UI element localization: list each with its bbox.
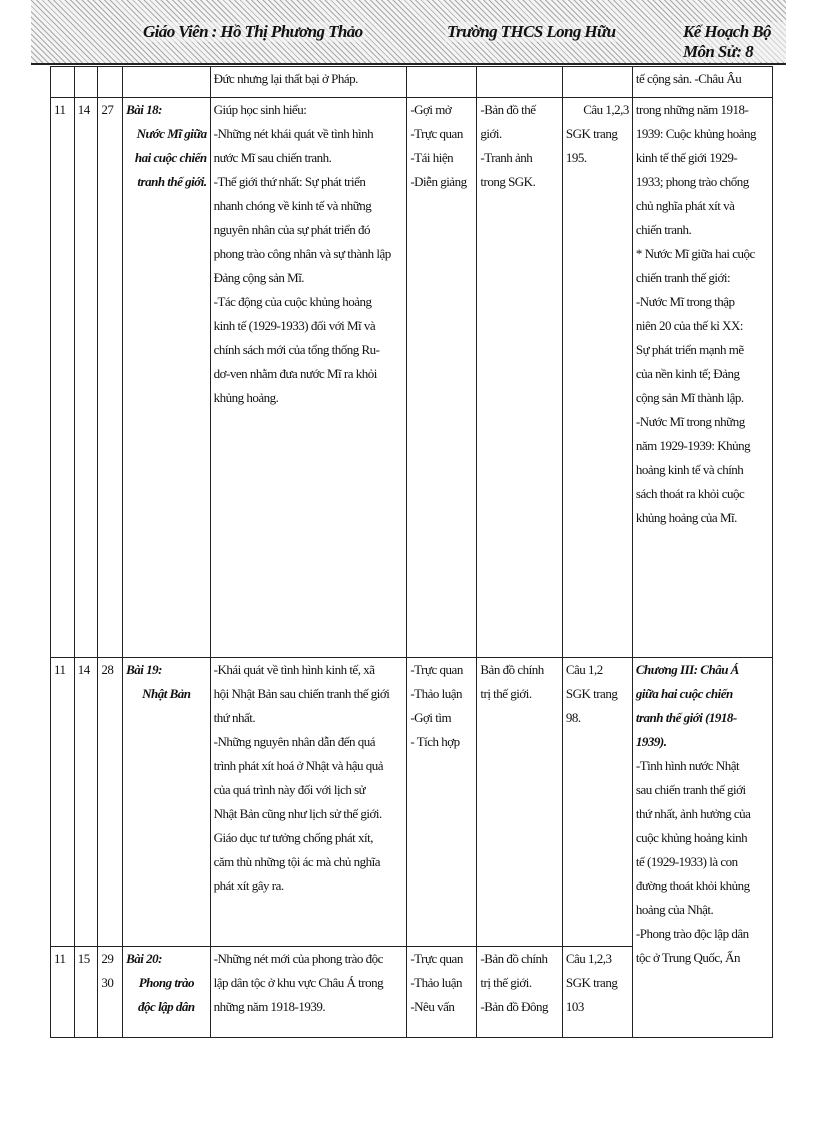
methods-cell	[407, 658, 477, 947]
objective-line: kinh tế (1929-1933) đối với Mĩ và	[213, 318, 376, 333]
page-header	[31, 0, 786, 65]
school-name: Trường THCS Long Hữu	[447, 22, 616, 41]
objective-line: hội Nhật Bản sau chiến tranh thế giới	[213, 686, 390, 701]
objective-line: thứ nhất.	[213, 710, 256, 725]
objective-line: nguyên nhân của sự phát triển đó	[213, 222, 371, 237]
method-item: -Nêu vấn	[410, 999, 455, 1014]
lesson-title-cell	[123, 658, 211, 947]
lesson-title-line: độc lập dân	[138, 999, 195, 1014]
knowledge-line: 1939: Cuộc khủng hoảng	[635, 126, 756, 141]
teacher-name: Giáo Viên : Hồ Thị Phương Thảo	[143, 22, 363, 41]
objectives-cell	[210, 658, 407, 947]
plan-title: Kế Hoạch Bộ Môn Sử: 8	[681, 22, 786, 62]
exercise-line: SGK trang	[565, 975, 618, 990]
objectives-cell	[210, 67, 407, 98]
week-cell: 15	[74, 947, 98, 1038]
objective-line: trình phát xít hoá ở Nhật và hậu quả	[213, 758, 384, 773]
lesson-number: Bài 20:	[126, 951, 162, 966]
objective-line: lập dân tộc ở khu vực Châu Á trong	[213, 975, 384, 990]
knowledge-line: thứ nhất, ảnh hưởng của	[635, 806, 751, 821]
knowledge-line: sách thoát ra khỏi cuộc	[635, 486, 745, 501]
methods-cell	[407, 947, 477, 1038]
knowledge-line: chiến tranh thế giới:	[635, 270, 731, 285]
chapter-title-line: giữa hai cuộc chiến	[635, 686, 733, 701]
materials-cell	[477, 947, 562, 1038]
material-item: giới.	[480, 126, 502, 141]
lesson-title-line: Nước Mĩ giữa	[136, 126, 207, 141]
objective-line: phong trào công nhân và sự thành lập	[213, 246, 391, 261]
objective-line: phát xít gây ra.	[213, 878, 284, 893]
objective-line: Đức nhưng lại thất bại ở Pháp.	[213, 71, 358, 86]
table-row	[51, 98, 773, 658]
knowledge-line: chủ nghĩa phát xít và	[635, 198, 735, 213]
objective-line: nhanh chóng về kinh tế và những	[213, 198, 372, 213]
material-item: -Bản đồ Đông	[480, 999, 549, 1014]
table-row	[51, 658, 773, 947]
month-cell: 11	[51, 98, 75, 658]
method-item: - Tích hợp	[410, 734, 460, 749]
objective-line: -Những nét khái quát về tình hình	[213, 126, 374, 141]
exercise-line: Câu 1,2,3	[565, 951, 612, 966]
chapter-title-line: tranh thế giới (1918-	[635, 710, 737, 725]
exercises-cell	[562, 67, 632, 98]
material-item: -Bản đồ chính	[480, 951, 548, 966]
exercise-line: Câu 1,2	[565, 662, 603, 677]
period-cell: 27	[98, 98, 123, 658]
knowledge-line: của nền kinh tế; Đảng	[635, 366, 740, 381]
objective-line: -Thế giới thứ nhất: Sự phát triển	[213, 174, 366, 189]
week-cell	[74, 67, 98, 98]
knowledge-line: Sự phát triển mạnh mẽ	[635, 342, 744, 357]
period-cell: 29 30	[98, 947, 123, 1038]
objective-line: căm thù những tội ác mà chủ nghĩa	[213, 854, 380, 869]
exercise-line: SGK trang	[565, 686, 618, 701]
objective-line: Nhật Bản cũng như lịch sử thế giới.	[213, 806, 382, 821]
material-item: Bản đồ chính	[480, 662, 544, 677]
objective-line: Giáo dục tư tưởng chống phát xít,	[213, 830, 373, 845]
period-cell	[98, 67, 123, 98]
lesson-title-line: tranh thế giới.	[137, 174, 207, 189]
method-item: -Trực quan	[410, 126, 463, 141]
knowledge-line: khủng hoảng của Mĩ.	[635, 510, 737, 525]
knowledge-line: tế cộng sản. -Châu Âu	[635, 71, 742, 86]
period-cell: 28	[98, 658, 123, 947]
method-item: -Thảo luận	[410, 686, 463, 701]
knowledge-line: cuộc khủng hoảng kinh	[635, 830, 748, 845]
chapter-title-line: Chương III: Châu Á	[635, 662, 739, 677]
objective-line: dơ-ven nhằm đưa nước Mĩ ra khỏi	[213, 366, 377, 381]
exercise-line: 103	[565, 999, 584, 1014]
week-cell: 14	[74, 98, 98, 658]
knowledge-line: * Nước Mĩ giữa hai cuộc	[635, 246, 755, 261]
month-cell: 11	[51, 658, 75, 947]
table-row	[51, 67, 773, 98]
month-cell: 11	[51, 947, 75, 1038]
knowledge-cell	[632, 658, 772, 1038]
objective-line: chính sách mới của tổng thống Ru-	[213, 342, 380, 357]
week-cell: 14	[74, 658, 98, 947]
knowledge-line: kinh tế thế giới 1929-	[635, 150, 738, 165]
objective-line: -Khái quát về tình hình kinh tế, xã	[213, 662, 375, 677]
objectives-cell	[210, 98, 407, 658]
knowledge-line: hoảng kinh tế và chính	[635, 462, 744, 477]
method-item: -Gợi mở	[410, 102, 452, 117]
material-item: -Bản đồ thế	[480, 102, 536, 117]
lesson-number: Bài 18:	[126, 102, 162, 117]
objective-line: nước Mĩ sau chiến tranh.	[213, 150, 332, 165]
material-item: trị thế giới.	[480, 975, 532, 990]
exercise-line: SGK trang	[565, 126, 618, 141]
exercise-line: Câu 1,2,3	[583, 102, 629, 117]
knowledge-line: năm 1929-1939: Khủng	[635, 438, 751, 453]
knowledge-line: cộng sản Mĩ thành lập.	[635, 390, 744, 405]
knowledge-line: đường thoát khỏi khủng	[635, 878, 750, 893]
chapter-title-line: 1939).	[635, 734, 667, 749]
method-item: -Diễn giảng	[410, 174, 467, 189]
material-item: trị thế giới.	[480, 686, 532, 701]
objective-line: Giúp học sinh hiểu:	[213, 102, 307, 117]
lesson-title-cell	[123, 67, 211, 98]
method-item: -Tái hiện	[410, 150, 454, 165]
method-item: -Trực quan	[410, 951, 463, 966]
knowledge-line: niên 20 của thế kỉ XX:	[635, 318, 743, 333]
objective-line: -Tác động của cuộc khủng hoảng	[213, 294, 372, 309]
method-item: -Thảo luận	[410, 975, 463, 990]
knowledge-line: trong những năm 1918-	[635, 102, 749, 117]
objective-line: Đảng cộng sản Mĩ.	[213, 270, 305, 285]
knowledge-line: 1933; phong trào chống	[635, 174, 749, 189]
knowledge-line: hoảng của Nhật.	[635, 902, 714, 917]
exercise-line: 98.	[565, 710, 581, 725]
objective-line: của quá trình này đối với lịch sử	[213, 782, 366, 797]
knowledge-line: chiến tranh.	[635, 222, 692, 237]
knowledge-line: tộc ở Trung Quốc, Ấn	[635, 950, 741, 965]
method-item: -Trực quan	[410, 662, 463, 677]
materials-cell	[477, 98, 562, 658]
knowledge-line: -Tình hình nước Nhật	[635, 758, 740, 773]
lesson-number: Bài 19:	[126, 662, 162, 677]
material-item: trong SGK.	[480, 174, 536, 189]
exercises-cell	[562, 658, 632, 947]
exercises-cell	[562, 947, 632, 1038]
objective-line: -Những nét mới của phong trào độc	[213, 951, 383, 966]
knowledge-line: tế (1929-1933) là con	[635, 854, 738, 869]
lesson-title-line: hai cuộc chiến	[134, 150, 207, 165]
method-item: -Gợi tìm	[410, 710, 452, 725]
exercise-line: 195.	[565, 150, 587, 165]
exercises-cell	[562, 98, 632, 658]
lesson-title-line: Phong trào	[138, 975, 195, 990]
objectives-cell	[210, 947, 407, 1038]
objective-line: -Những nguyên nhân dẫn đến quá	[213, 734, 375, 749]
materials-cell	[477, 658, 562, 947]
knowledge-cell	[632, 98, 772, 658]
lesson-title-cell	[123, 98, 211, 658]
objective-line: khủng hoảng.	[213, 390, 279, 405]
lesson-plan-table	[50, 66, 773, 1038]
knowledge-line: sau chiến tranh thế giới	[635, 782, 746, 797]
knowledge-cell	[632, 67, 772, 98]
knowledge-line: -Nước Mĩ trong những	[635, 414, 745, 429]
material-item: -Tranh ảnh	[480, 150, 533, 165]
month-cell	[51, 67, 75, 98]
knowledge-line: -Phong trào độc lập dân	[635, 926, 749, 941]
knowledge-line: -Nước Mĩ trong thập	[635, 294, 735, 309]
lesson-title-line: Nhật Bản	[142, 686, 191, 701]
materials-cell	[477, 67, 562, 98]
lesson-title-cell	[123, 947, 211, 1038]
methods-cell	[407, 98, 477, 658]
objective-line: những năm 1918-1939.	[213, 999, 326, 1014]
methods-cell	[407, 67, 477, 98]
